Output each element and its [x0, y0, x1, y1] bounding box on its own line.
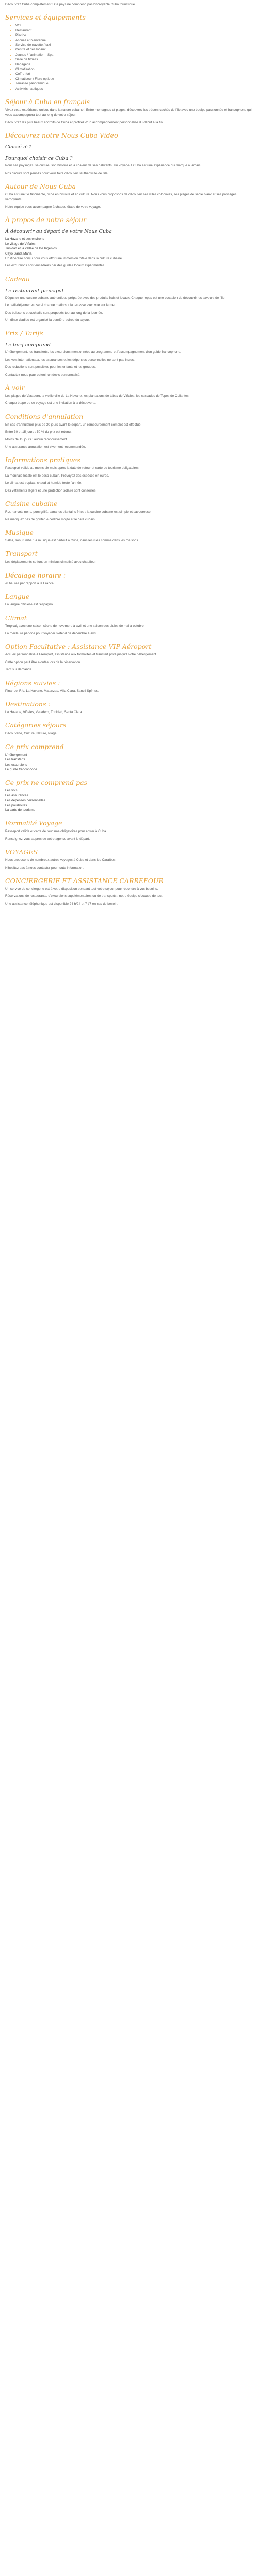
necomprend-item: Les assurances: [5, 793, 28, 798]
prix-paragraph: Les vols internationaux, les assurances et les dépenses personnelles ne sont pas inclus.: [5, 358, 135, 362]
propos2-line: La Havane et ses environs: [5, 237, 44, 241]
decouvrez-paragraph: Pour ses paysages, sa culture, son histoire et la chaleur de ses habitants. Un voyage à Cuba est une expérience qui marque à jamais.: [5, 164, 202, 168]
formalite-paragraph: Renseignez-vous auprès de votre agence avant le départ.: [5, 837, 90, 841]
necomprend-item: La carte de tourisme: [5, 808, 36, 812]
propos2-line: Cayo Santa María: [5, 251, 32, 256]
regions-title: Régions suivies :: [5, 679, 60, 687]
services-title: Services et équipements: [5, 13, 86, 22]
propos-paragraph: Découvrez les plus beaux endroits de Cuba et profitez d'un accompagnement personnalisé du début à la fin.: [5, 120, 164, 124]
intro-text: Découvrez Cuba complètement ! Ce pays ne comprend pas l'incroyable Cuba touristique: [5, 3, 135, 6]
option-paragraph: Tarif sur demande.: [5, 668, 33, 672]
infos-paragraph: Passeport valide au moins six mois après la date de retour et carte de tourisme obligatoires.: [5, 466, 140, 470]
necomprend-item: Les dépenses personnelles: [5, 799, 45, 803]
conciergerie-paragraph: Un service de conciergerie est à votre disposition pendant tout votre séjour pour répondre à vos besoins.: [5, 887, 158, 891]
cadeau-paragraph: Un dîner d'adieu est organisé la dernière soirée du séjour.: [5, 318, 90, 322]
destinations-paragraph: La Havane, Viñales, Varadero, Trinidad, Santa Clara.: [5, 710, 83, 714]
regions-paragraph: Pinar del Río, La Havane, Matanzas, Villa Clara, Sancti Spíritus.: [5, 689, 99, 693]
conciergerie-paragraph: Une assistance téléphonique est disponible 24 h/24 et 7 j/7 en cas de besoin.: [5, 902, 118, 906]
autour-paragraph: Notre équipe vous accompagne à chaque étape de votre voyage.: [5, 205, 101, 209]
climat-paragraph: La meilleure période pour voyager s'étend de décembre à avril.: [5, 631, 98, 635]
option-paragraph: Cette option peut être ajoutée lors de la réservation.: [5, 660, 82, 664]
cuisine-paragraph: Riz, haricots noirs, porc grillé, bananes plantains frites : la cuisine cubaine est simple et savoureuse.: [5, 510, 152, 514]
musique-paragraph: Salsa, son, rumba : la musique est partout à Cuba, dans les rues comme dans les maisons.: [5, 538, 139, 543]
propos2-line: Le village de Viñales: [5, 242, 36, 246]
cadeau-subtitle: Le restaurant principal: [5, 287, 63, 294]
decouvrez-subtitle: Pourquoi choisir ce Cuba ?: [5, 156, 73, 162]
cadeau-paragraph: Des boissons et cocktails sont proposés tout au long de la journée.: [5, 311, 103, 315]
categories-paragraph: Découverte, Culture, Nature, Plage.: [5, 732, 58, 736]
option-title: Option Facultative : Assistance VIP Aéroport: [5, 642, 152, 651]
langue-paragraph: La langue officielle est l'espagnol.: [5, 603, 55, 607]
conditions-paragraph: Moins de 15 jours : aucun remboursement.: [5, 437, 68, 442]
avoir-paragraph: Chaque étape de ce voyage est une invitation à la découverte.: [5, 401, 96, 405]
service-item: • Jeunes / l'animation - Spa: [15, 53, 253, 57]
service-item: • Terrasse panoramique: [15, 81, 253, 86]
service-item: • Activités nautiques: [15, 87, 253, 91]
necomprend-item: Les pourboires: [5, 803, 27, 807]
comprend-item: L'hébergement: [5, 753, 27, 757]
service-item: • Restaurant: [15, 28, 253, 33]
categories-title: Catégories séjours: [5, 721, 67, 730]
page: [0, 0, 258, 914]
prix-paragraph: Des réductions sont possibles pour les enfants et les groupes.: [5, 365, 96, 369]
service-item: • Salle de fitness: [15, 57, 253, 62]
voyages-title: VOYAGES: [5, 848, 38, 856]
autour-paragraph: Cuba est une île fascinante, riche en histoire et en culture. Nous vous proposons de découvrir ses villes coloniales, ses plages de sable blanc et ses paysages verdoyants.: [5, 193, 237, 201]
decouvrez-paragraph: Nos circuits sont pensés pour vous faire découvrir l'authenticité de l'île.: [5, 171, 109, 175]
necomprend-item: Les vols: [5, 789, 18, 793]
decalage-paragraph: -6 heures par rapport à la France.: [5, 581, 55, 585]
service-item: • Climatiseur / Fibre optique: [15, 77, 253, 81]
decouvrez-title: Découvrez notre Nous Cuba Video: [5, 131, 118, 140]
propos2-paragraph: Un itinéraire conçu pour vous offrir une immersion totale dans la culture cubaine.: [5, 256, 123, 260]
cuisine-title: Cuisine cubaine: [5, 500, 58, 508]
conciergerie-paragraph: Réservations de restaurants, d'excursions supplémentaires ou de transports : notre équipe s'occupe de tout.: [5, 894, 164, 899]
prix-paragraph: Contactez-nous pour obtenir un devis personnalisé.: [5, 372, 81, 377]
decalage-title: Décalage horaire :: [5, 571, 66, 579]
comprend-title: Ce prix comprend: [5, 742, 64, 751]
climat-title: Climat: [5, 614, 27, 622]
climat-paragraph: Tropical, avec une saison sèche de novembre à avril et une saison des pluies de mai à octobre.: [5, 624, 145, 628]
service-item: • Piscine: [15, 33, 253, 38]
avoir-title: À voir: [5, 384, 25, 392]
prix-paragraph: L'hébergement, les transferts, les excursions mentionnées au programme et l'accompagnement d'un guide francophone.: [5, 350, 181, 354]
voyages-paragraph: N'hésitez pas à nous contacter pour toute information.: [5, 866, 84, 870]
transport-paragraph: Les déplacements se font en minibus climatisé avec chauffeur.: [5, 560, 97, 564]
decouvrez-subtitle: Classé n°1: [5, 144, 32, 150]
cadeau-paragraph: Dégustez une cuisine cubaine authentique préparée avec des produits frais et locaux. Chaque repas est une occasion de découvrir les saveurs de l'île.: [5, 296, 226, 300]
conciergerie-title: CONCIERGERIE ET ASSISTANCE CARREFOUR: [5, 877, 164, 885]
option-paragraph: Accueil personnalisé à l'aéroport, assistance aux formalités et transfert privé jusqu'à votre hébergement.: [5, 653, 157, 657]
infos-title: Informations pratiques: [5, 456, 80, 464]
cadeau-paragraph: Le petit-déjeuner est servi chaque matin sur la terrasse avec vue sur la mer.: [5, 303, 116, 308]
conditions-paragraph: Entre 30 et 15 jours : 50 % du prix est retenu.: [5, 430, 72, 434]
transport-title: Transport: [5, 550, 38, 558]
comprend-item: Les transferts: [5, 758, 25, 762]
propos2-line: Trinidad et la vallée de los Ingenios: [5, 247, 57, 251]
service-item: • Wifi: [15, 23, 253, 28]
cuisine-paragraph: Ne manquez pas de goûter le célèbre mojito et le café cubain.: [5, 517, 96, 521]
propos-paragraph: Vivez cette expérience unique dans la nature cubaine ! Entre montagnes et plages, découvrez les trésors cachés de l'île avec une équipe passionnée et francophone qui vous accompagnera tout au long de votre séjour.: [5, 108, 252, 117]
conditions-paragraph: Une assurance annulation est vivement recommandée.: [5, 445, 86, 449]
comprend-item: Les excursions: [5, 762, 27, 767]
prix-subtitle: Le tarif comprend: [5, 342, 51, 348]
prix-title: Prix / Tarifs: [5, 329, 43, 337]
cadeau-title: Cadeau: [5, 275, 30, 283]
service-item: • Service de navette / taxi: [15, 43, 253, 47]
propos-title: Séjour à Cuba en français: [5, 98, 90, 106]
avoir-paragraph: Les plages de Varadero, la vieille ville de La Havane, les plantations de tabac de Viñales, les cascades de Topes de Collantes.: [5, 394, 190, 398]
formalite-title: Formalité Voyage: [5, 819, 62, 827]
service-item: • Centre et des locaux: [15, 47, 253, 52]
service-item: • Climatisation: [15, 67, 253, 72]
necomprend-title: Ce prix ne comprend pas: [5, 778, 88, 787]
propos2-title: À propos de notre séjour: [5, 216, 86, 224]
propos2-subtitle: À découvrir au départ de votre Nous Cuba: [5, 229, 112, 235]
voyages-paragraph: Nous proposons de nombreux autres voyages à Cuba et dans les Caraïbes.: [5, 858, 117, 862]
destinations-title: Destinations :: [5, 700, 51, 708]
services-list: [5, 23, 253, 91]
propos2-paragraph: Les excursions sont encadrées par des guides locaux expérimentés.: [5, 264, 105, 268]
langue-title: Langue: [5, 592, 30, 601]
service-item: • Coffre-fort: [15, 72, 253, 76]
autour-title: Autour de Nous Cuba: [5, 182, 76, 191]
infos-paragraph: La monnaie locale est le peso cubain. Prévoyez des espèces en euros.: [5, 473, 109, 478]
comprend-item: Le guide francophone: [5, 768, 37, 771]
service-item: • Bagagerie: [15, 62, 253, 67]
conditions-title: Conditions d'annulation: [5, 412, 84, 420]
infos-paragraph: Le climat est tropical, chaud et humide toute l'année.: [5, 481, 83, 485]
musique-title: Musique: [5, 528, 34, 536]
formalite-paragraph: Passeport valide et carte de tourisme obligatoires pour entrer à Cuba.: [5, 829, 107, 834]
service-item: • Accueil et bienvenue: [15, 38, 253, 43]
conditions-paragraph: En cas d'annulation plus de 30 jours avant le départ, un remboursement complet est effectué.: [5, 422, 142, 427]
infos-paragraph: Des vêtements légers et une protection solaire sont conseillés.: [5, 488, 97, 493]
